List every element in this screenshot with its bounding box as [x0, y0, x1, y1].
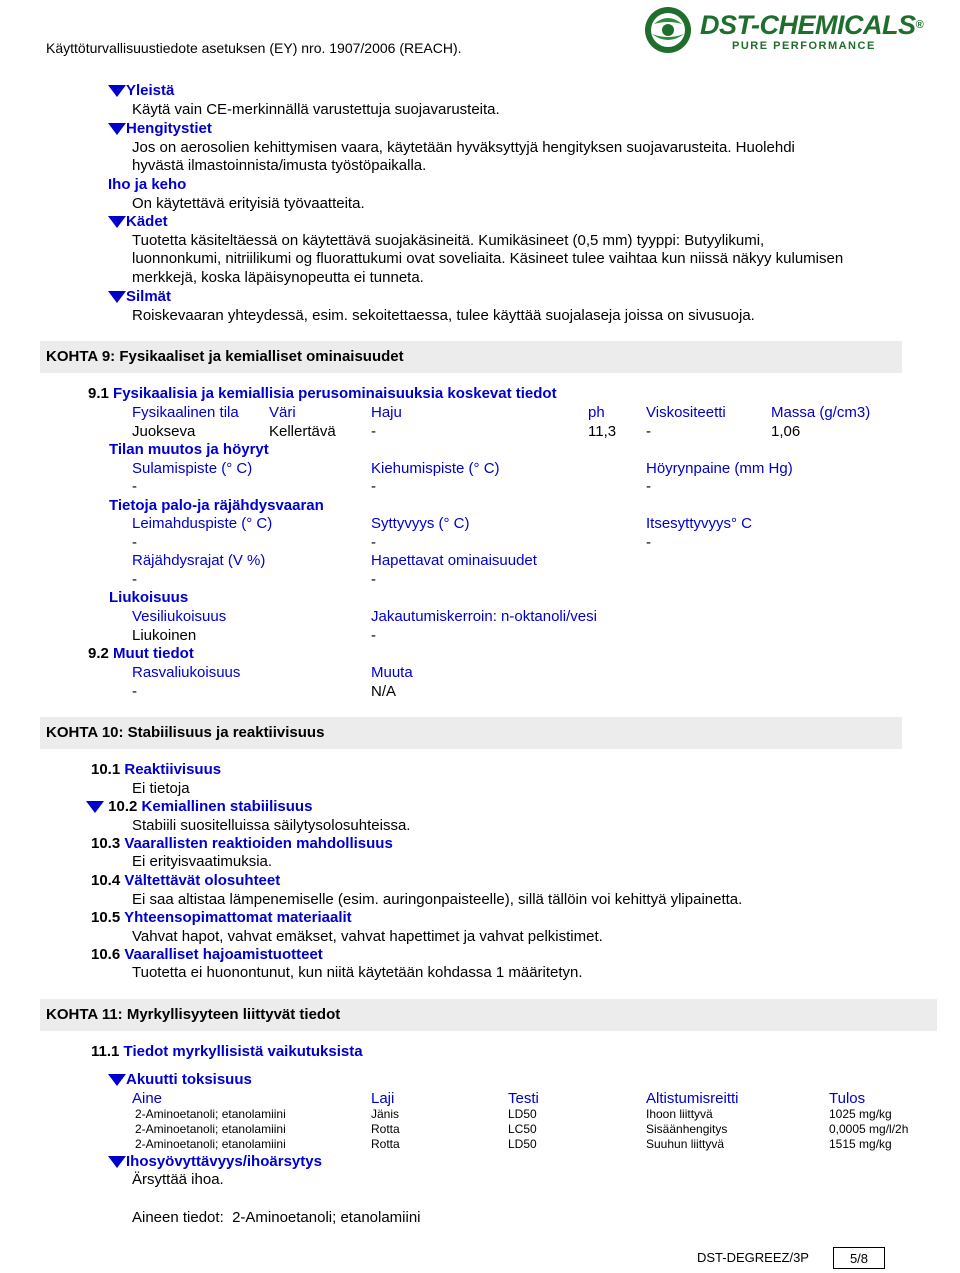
tox-cell: 1515 mg/kg: [829, 1137, 892, 1151]
tox-cell: 2-Aminoetanoli; etanolamiini: [135, 1137, 286, 1151]
value-fat-solubility: -: [132, 683, 137, 700]
heading-tilan-muutos: Tilan muutos ja höyryt: [109, 441, 269, 458]
text-iho-ja-keho: On käytettävä erityisiä työvaatteita.: [132, 195, 365, 212]
prop-value-color: Kellertävä: [269, 423, 336, 440]
text-10-5: Vahvat hapot, vahvat emäkset, vahvat hapettimet ja vahvat pelkistimet.: [132, 928, 603, 945]
triangle-down-icon: [108, 85, 126, 97]
value-vapour-pressure: -: [646, 478, 651, 495]
heading-kadet: Kädet: [108, 213, 168, 231]
triangle-down-icon: [86, 801, 104, 813]
text-10-4: Ei saa altistaa lämpenemiselle (esim. auringonpaisteelle), sillä tällöin voi kehittyä ylipainetta.: [132, 891, 743, 908]
label-explosion-limits: Räjähdysrajat (V %): [132, 552, 266, 569]
text-10-6: Tuotetta ei huonontunut, kun niitä käytetään kohdassa 1 määritetyn.: [132, 964, 583, 981]
heading-silmat: Silmät: [108, 288, 171, 306]
company-logo: [640, 4, 930, 58]
subsection-9-1: 9.1 Fysikaalisia ja kemiallisia perusominaisuuksia koskevat tiedot: [88, 385, 557, 402]
logo-registered: ®: [915, 19, 924, 31]
prop-header-viscosity: Viskositeetti: [646, 404, 726, 421]
text-10-3: Ei erityisvaatimuksia.: [132, 853, 273, 870]
label-fat-solubility: Rasvaliukoisuus: [132, 664, 241, 681]
tox-cell: 1025 mg/kg: [829, 1107, 892, 1121]
heading-iho-ja-keho: Iho ja keho: [108, 176, 187, 193]
text-kadet-2: luonnonkumi, nitriilikumi og fluorattukumi ovat soveliaita. Käsineet tulee vaihtaa kun niissä näkyy kulumisen: [132, 250, 844, 267]
tox-cell: LD50: [508, 1137, 537, 1151]
tox-cell: Suuhun liittyvä: [646, 1137, 725, 1151]
triangle-down-icon: [108, 1074, 126, 1086]
logo-tagline: PURE PERFORMANCE: [732, 40, 876, 52]
subsection-10-6: 10.6 Vaaralliset hajoamistuotteet: [91, 946, 323, 963]
value-other: N/A: [371, 683, 397, 700]
prop-value-state: Juokseva: [132, 423, 196, 440]
tox-cell: Ihoon liittyvä: [646, 1107, 713, 1121]
tox-header-result: Tulos: [829, 1090, 866, 1107]
subsection-10-3: 10.3 Vaarallisten reaktioiden mahdollisuus: [91, 835, 393, 852]
subsection-10-5: 10.5 Yhteensopimattomat materiaalit: [91, 909, 352, 926]
globe-icon: [640, 4, 700, 58]
heading-ihosyovyttavyys: Ihosyövyttävyys/ihoärsytys: [108, 1153, 322, 1171]
value-autoignition: -: [646, 534, 651, 551]
logo-text: DST-CHEMICALS: [700, 10, 916, 40]
triangle-down-icon: [108, 1156, 126, 1168]
text-hengitystiet-1: Jos on aerosolien kehittymisen vaara, käytetään hyväksyttyjä hengityksen suojavarusteita. Huolehdi: [132, 139, 795, 156]
triangle-down-icon: [108, 123, 126, 135]
tox-header-species: Laji: [371, 1090, 395, 1107]
page-number: 5/8: [833, 1247, 885, 1269]
subsection-11-1: 11.1 Tiedot myrkyllisistä vaikutuksista: [91, 1043, 363, 1060]
text-yleista: Käytä vain CE-merkinnällä varustettuja suojavarusteita.: [132, 101, 500, 118]
text-10-1: Ei tietoja: [132, 780, 190, 797]
document-title: Käyttöturvallisuustiedote asetuksen (EY) nro. 1907/2006 (REACH).: [46, 40, 462, 56]
tox-cell: 2-Aminoetanoli; etanolamiini: [135, 1122, 286, 1136]
prop-header-color: Väri: [269, 404, 296, 421]
value-flammability: -: [371, 534, 376, 551]
tox-header-route: Altistumisreitti: [646, 1090, 739, 1107]
section-11-heading: KOHTA 11: Myrkyllisyyteen liittyvät tiedot: [40, 999, 937, 1031]
prop-header-density: Massa (g/cm3): [771, 404, 871, 421]
prop-value-density: 1,06: [771, 423, 801, 440]
label-oxidizing: Hapettavat ominaisuudet: [371, 552, 537, 569]
tox-cell: LD50: [508, 1107, 537, 1121]
section-10-heading: KOHTA 10: Stabiilisuus ja reaktiivisuus: [40, 717, 902, 749]
text-hengitystiet-2: hyvästä ilmastoinnista/imusta työstöpaikalla.: [132, 157, 427, 174]
label-flammability: Syttyvyys (° C): [371, 515, 470, 532]
value-flash-point: -: [132, 534, 137, 551]
value-explosion-limits: -: [132, 571, 137, 588]
value-partition-coeff: -: [371, 627, 376, 644]
subsection-9-2: 9.2 Muut tiedot: [88, 645, 194, 662]
text-10-2: Stabiili suositelluissa säilytysolosuhteissa.: [132, 817, 411, 834]
prop-value-odor: -: [371, 423, 376, 440]
section-9-heading: KOHTA 9: Fysikaaliset ja kemialliset ominaisuudet: [40, 341, 902, 373]
heading-palo: Tietoja palo-ja räjähdysvaaran: [109, 497, 324, 514]
prop-header-ph: ph: [588, 404, 605, 421]
value-oxidizing: -: [371, 571, 376, 588]
label-partition-coeff: Jakautumiskerroin: n-oktanoli/vesi: [371, 608, 597, 625]
text-kadet-3: merkkejä, koska läpäisynopeutta ei tunneta.: [132, 269, 424, 286]
subsection-10-1: 10.1 Reaktiivisuus: [91, 761, 222, 778]
value-boiling-point: -: [371, 478, 376, 495]
heading-hengitystiet: Hengitystiet: [108, 120, 212, 138]
label-vapour-pressure: Höyrynpaine (mm Hg): [646, 460, 793, 477]
tox-cell: Rotta: [371, 1122, 400, 1136]
tox-cell: 2-Aminoetanoli; etanolamiini: [135, 1107, 286, 1121]
document-code: DST-DEGREEZ/3P: [697, 1250, 809, 1265]
label-melting-point: Sulamispiste (° C): [132, 460, 253, 477]
tox-cell: Rotta: [371, 1137, 400, 1151]
subsection-10-2: 10.2 Kemiallinen stabiilisuus: [86, 798, 312, 816]
substance-info: Aineen tiedot: 2-Aminoetanoli; etanolamiini: [132, 1209, 421, 1226]
tox-cell: Sisäänhengitys: [646, 1122, 728, 1136]
value-water-solubility: Liukoinen: [132, 627, 197, 644]
tox-header-substance: Aine: [132, 1090, 163, 1107]
label-water-solubility: Vesiliukoisuus: [132, 608, 227, 625]
text-silmat: Roiskevaaran yhteydessä, esim. sekoitettaessa, tulee käyttää suojalaseja joissa on sivusuoja.: [132, 307, 755, 324]
label-other: Muuta: [371, 664, 413, 681]
prop-value-viscosity: -: [646, 423, 651, 440]
label-flash-point: Leimahduspiste (° C): [132, 515, 273, 532]
heading-akuutti: Akuutti toksisuus: [108, 1071, 252, 1089]
prop-value-ph: 11,3: [588, 423, 617, 440]
tox-cell: Jänis: [371, 1107, 400, 1121]
triangle-down-icon: [108, 291, 126, 303]
value-melting-point: -: [132, 478, 137, 495]
heading-yleista: Yleistä: [108, 82, 174, 100]
tox-cell: 0,0005 mg/l/2h: [829, 1122, 909, 1136]
label-boiling-point: Kiehumispiste (° C): [371, 460, 500, 477]
label-autoignition: Itsesyttyvyys° C: [646, 515, 753, 532]
tox-header-test: Testi: [508, 1090, 539, 1107]
triangle-down-icon: [108, 216, 126, 228]
heading-liukoisuus: Liukoisuus: [109, 589, 189, 606]
prop-header-state: Fysikaalinen tila: [132, 404, 239, 421]
subsection-10-4: 10.4 Vältettävät olosuhteet: [91, 872, 281, 889]
prop-header-odor: Haju: [371, 404, 402, 421]
tox-cell: LC50: [508, 1122, 537, 1136]
text-kadet-1: Tuotetta käsiteltäessä on käytettävä suojakäsineitä. Kumikäsineet (0,5 mm) tyyppi: Butyylikumi,: [132, 232, 765, 249]
text-ihosyovyttavyys: Ärsyttää ihoa.: [132, 1171, 224, 1188]
